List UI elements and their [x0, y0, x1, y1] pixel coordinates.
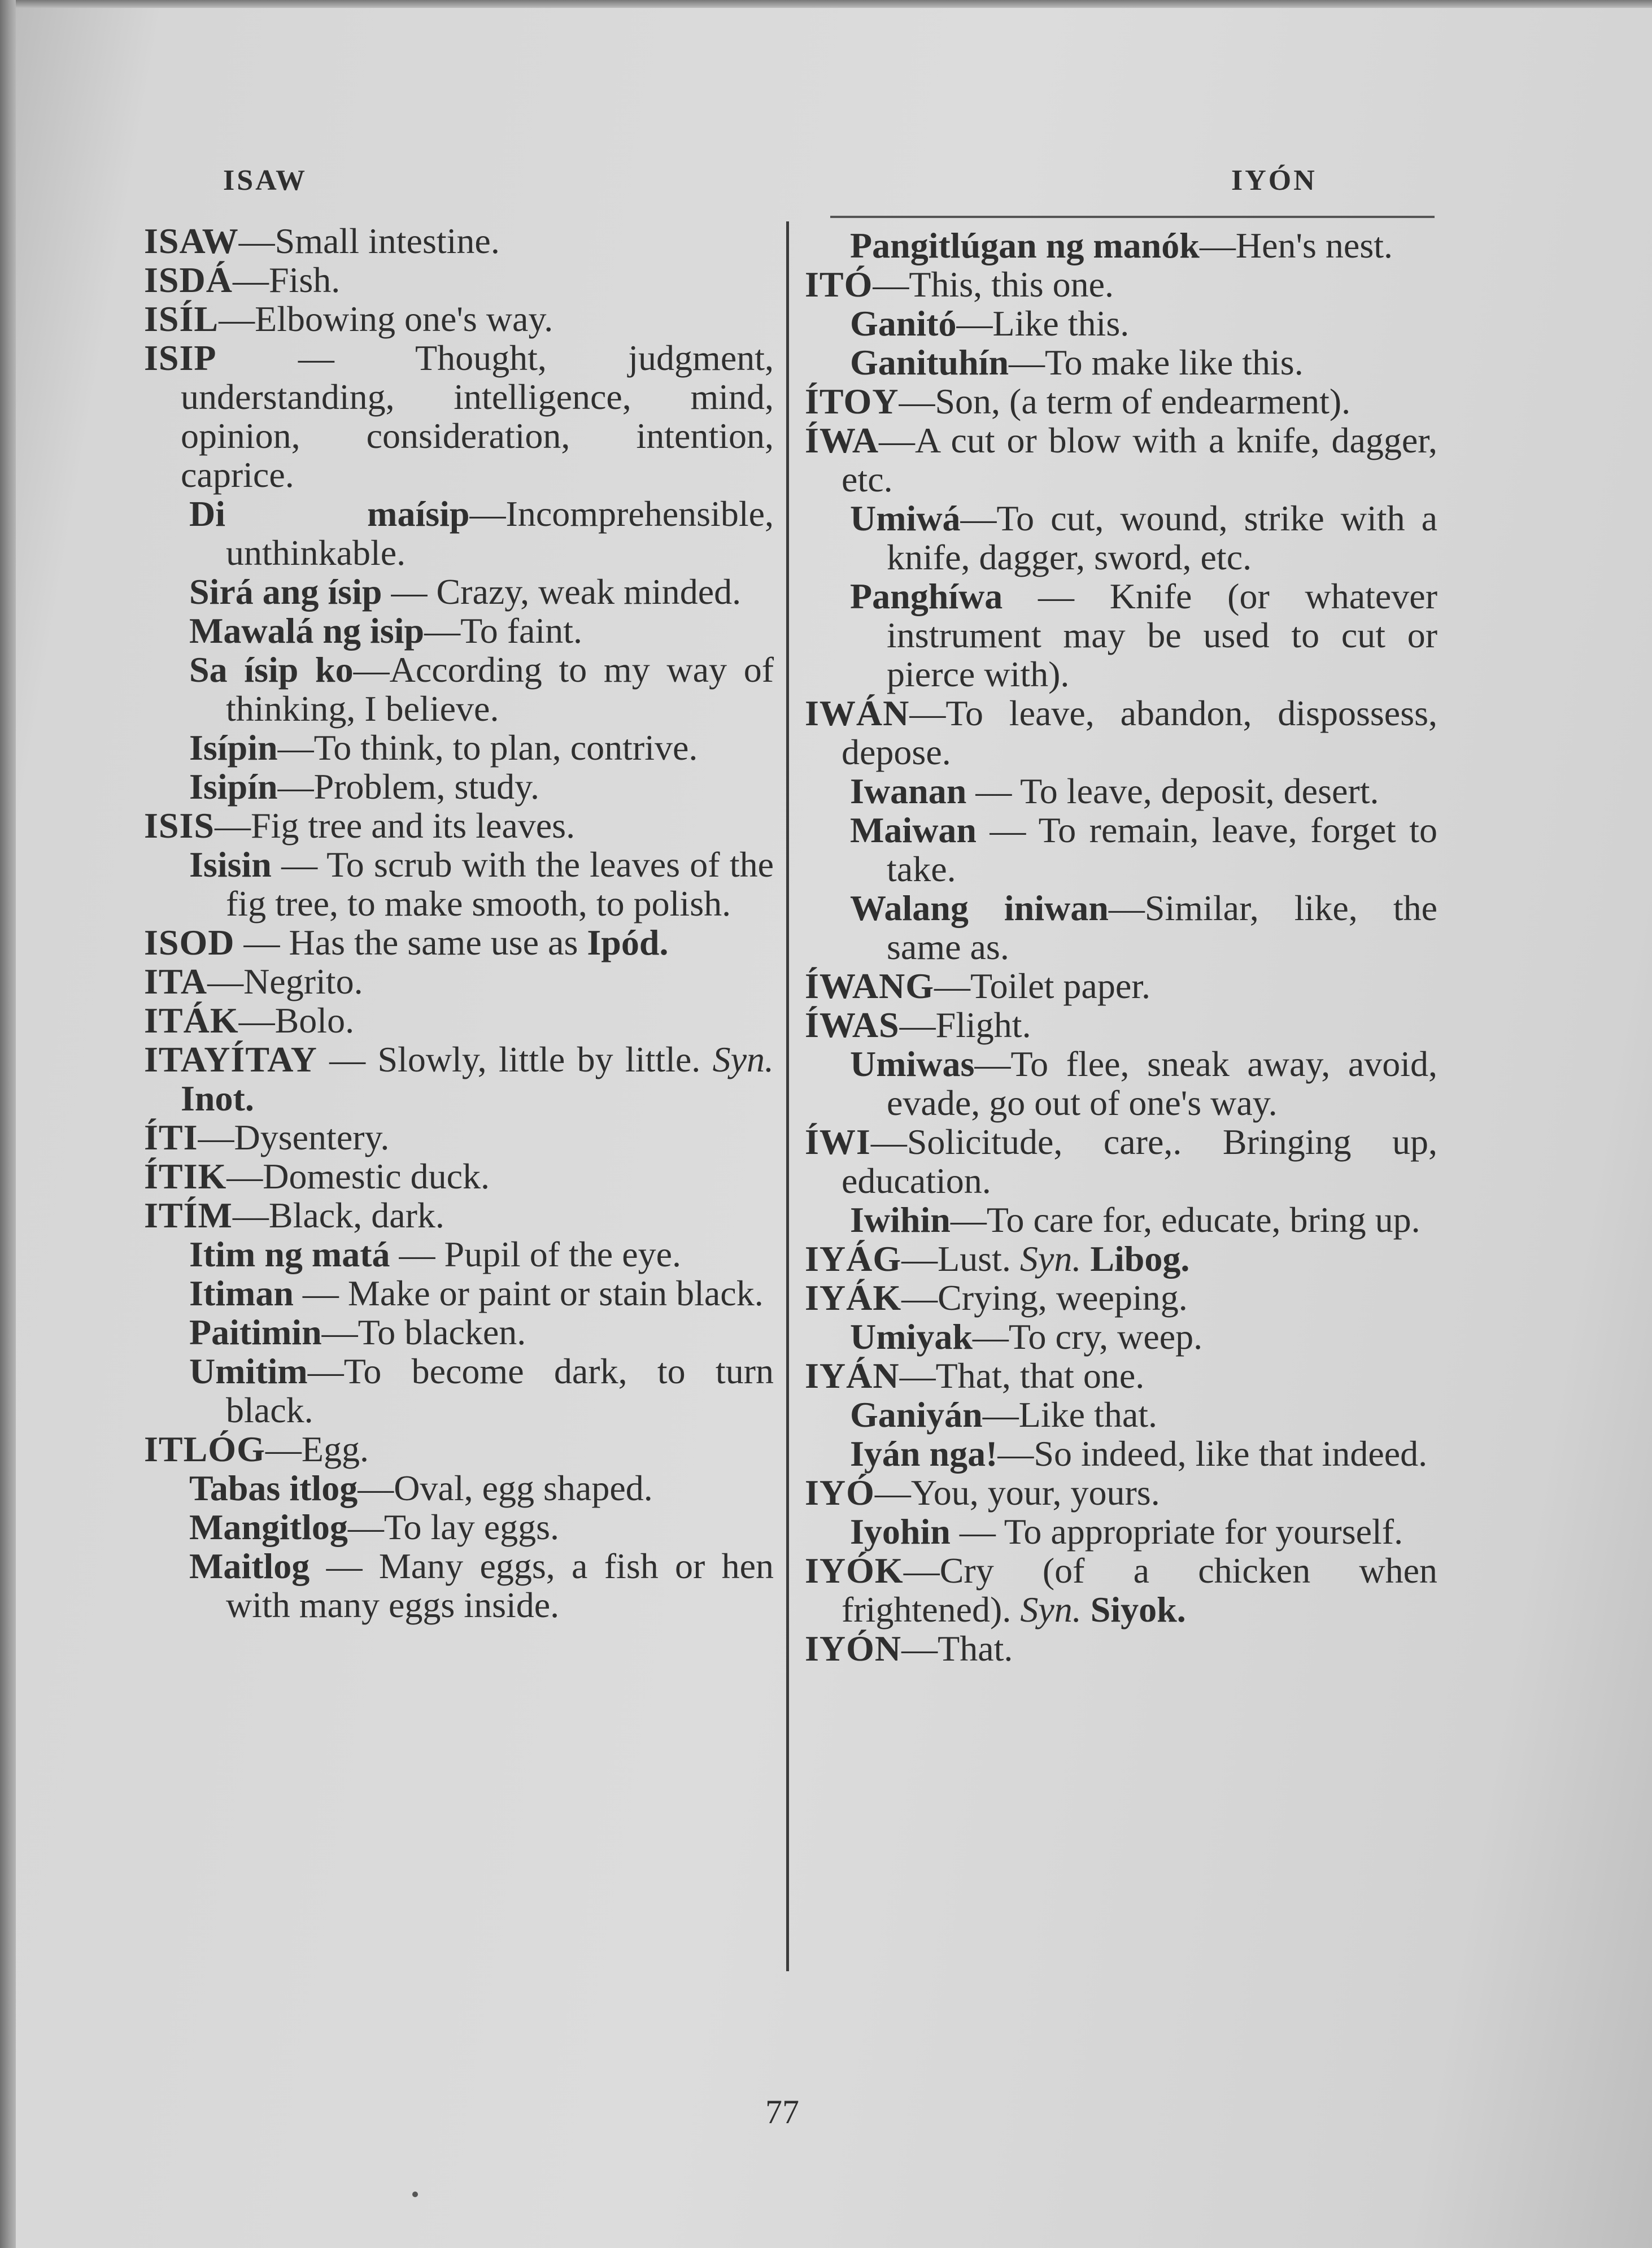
running-header-right: IYÓN	[1231, 164, 1317, 197]
headword: ITA	[144, 961, 208, 1001]
headword: Itim ng matá	[189, 1234, 390, 1274]
definition: —To cut, wound, strike with a knife, dagger, sword, etc.	[887, 498, 1437, 577]
page-top-edge	[0, 0, 1652, 8]
sub-entry	[805, 226, 1437, 265]
page-number: 77	[765, 2093, 799, 2131]
definition: —Flight.	[899, 1005, 1031, 1045]
headword: Tabas itlog	[189, 1468, 358, 1508]
definition: —To blacken.	[321, 1312, 526, 1352]
sub-entry	[805, 304, 1437, 343]
definition: —Problem, study.	[277, 766, 539, 807]
headword: ITÓ	[805, 264, 873, 304]
definition: —Bolo.	[238, 1000, 355, 1040]
headword: ISOD	[144, 922, 235, 962]
entry	[144, 1196, 774, 1235]
headword: Umitim	[189, 1351, 308, 1391]
definition: —Fish.	[232, 260, 341, 300]
headword: Mangitlog	[189, 1507, 348, 1547]
sub-entry	[805, 888, 1437, 966]
entry	[144, 806, 774, 845]
headword: ÍWI	[805, 1122, 871, 1162]
definition: — Crazy, weak minded.	[382, 572, 742, 612]
column-divider	[786, 221, 789, 1971]
headword: IYÁG	[805, 1239, 902, 1279]
headword: Sa ísip ko	[189, 650, 354, 690]
definition: —To care for, educate, bring up.	[950, 1200, 1420, 1240]
definition: —Dysentery.	[198, 1117, 390, 1157]
definition: — Slowly, little by little.	[317, 1039, 713, 1079]
entry	[805, 1629, 1437, 1668]
definition: —Crying, weeping.	[901, 1278, 1188, 1318]
sub-entry	[144, 1352, 774, 1430]
headword: ITÁK	[144, 1000, 239, 1040]
headword: Isisin	[189, 844, 272, 885]
sub-entry	[805, 1044, 1437, 1122]
entry	[805, 1239, 1437, 1278]
definition: — To scrub with the leaves of the fig tree, to make smooth, to polish.	[226, 844, 774, 923]
definition: —To become dark, to turn black.	[226, 1351, 774, 1430]
definition: — Thought, judgment, understanding, intelligence, mind, opinion, consideration, intention, caprice.	[181, 338, 774, 495]
headword: ISIS	[144, 805, 215, 846]
headword: ITAYÍTAY	[144, 1039, 317, 1079]
definition: —Like this.	[956, 303, 1130, 343]
headword: Umiyak	[850, 1317, 973, 1357]
header-rule	[830, 216, 1435, 218]
headword: Walang iniwan	[850, 888, 1109, 928]
sub-entry	[144, 728, 774, 767]
entry	[805, 1122, 1437, 1200]
definition: —So indeed, like that indeed.	[997, 1434, 1428, 1474]
definition: —Oval, egg shaped.	[358, 1468, 653, 1508]
definition: — Pupil of the eye.	[390, 1234, 681, 1274]
headword: Ganitó	[850, 303, 957, 343]
definition: —To lay eggs.	[347, 1507, 559, 1547]
headword: ISÍL	[144, 299, 219, 339]
entry	[805, 966, 1437, 1005]
headword: Isípin	[189, 727, 278, 768]
entry	[144, 221, 774, 260]
headword: Mawalá ng isip	[189, 611, 425, 651]
sub-entry	[144, 1274, 774, 1313]
definition: —Small intestine.	[238, 221, 500, 261]
sub-entry	[805, 577, 1437, 694]
sub-entry	[805, 1200, 1437, 1239]
headword: ISIP	[144, 338, 217, 378]
headword: Ganituhín	[850, 342, 1009, 382]
sub-entry	[805, 1317, 1437, 1356]
definition: —To leave, abandon, dispossess, depose.	[842, 693, 1437, 772]
cross-reference: Ipód.	[587, 922, 669, 962]
definition: — Many eggs, a fish or hen with many eggs inside.	[226, 1546, 774, 1625]
sub-entry	[144, 767, 774, 806]
page-binding-edge	[0, 0, 16, 2248]
headword: IYÁN	[805, 1356, 900, 1396]
headword: Umiwá	[850, 498, 961, 538]
entry	[805, 1551, 1437, 1629]
sub-entry	[805, 1434, 1437, 1473]
synonym-label: Syn.	[1020, 1589, 1082, 1630]
definition: —To cry, weep.	[972, 1317, 1203, 1357]
headword: Sirá ang ísip	[189, 572, 382, 612]
synonym-label: Syn.	[712, 1039, 774, 1079]
definition: —To faint.	[424, 611, 582, 651]
entry	[144, 962, 774, 1001]
definition: — To leave, deposit, desert.	[966, 771, 1379, 811]
sub-entry	[144, 1313, 774, 1352]
entry	[805, 694, 1437, 772]
definition: —That.	[901, 1628, 1013, 1668]
definition: —Lust.	[901, 1239, 1020, 1279]
definition: —A cut or blow with a knife, dagger, etc.	[842, 420, 1437, 499]
definition: —Negrito.	[207, 961, 363, 1001]
definition: —To think, to plan, contrive.	[277, 727, 698, 768]
headword: Ganiyán	[850, 1395, 983, 1435]
entry	[144, 260, 774, 299]
headword: ISDÁ	[144, 260, 233, 300]
definition: — To appropriate for yourself.	[950, 1511, 1403, 1552]
definition: —Black, dark.	[232, 1195, 444, 1235]
definition: —Fig tree and its leaves.	[215, 805, 576, 846]
synonym-label: Syn.	[1019, 1239, 1082, 1279]
definition: —To flee, sneak away, avoid, evade, go out of one's way.	[887, 1044, 1437, 1123]
definition: —Egg.	[265, 1429, 369, 1469]
synonym-word: Inot.	[181, 1078, 254, 1118]
definition: —Domestic duck.	[226, 1156, 490, 1196]
headword: ITÍM	[144, 1195, 233, 1235]
headword: IYÁK	[805, 1278, 902, 1318]
entry	[144, 1157, 774, 1196]
definition: —Solicitude, care,. Bringing up, education.	[842, 1122, 1437, 1201]
sub-entry	[805, 1512, 1437, 1551]
entry	[144, 338, 774, 494]
sub-entry	[144, 1546, 774, 1624]
headword: Maiwan	[850, 810, 977, 850]
entry	[805, 265, 1437, 304]
entry	[144, 1001, 774, 1040]
headword: ÍTIK	[144, 1156, 227, 1196]
sub-entry	[144, 1469, 774, 1508]
headword: Iwanan	[850, 771, 967, 811]
entry	[144, 923, 774, 962]
entry	[805, 1356, 1437, 1395]
headword: ITLÓG	[144, 1429, 265, 1469]
headword: Iyohin	[850, 1511, 951, 1552]
headword: Maitlog	[189, 1546, 310, 1586]
sub-entry	[144, 650, 774, 728]
definition: —This, this one.	[873, 264, 1114, 304]
sub-entry	[144, 1235, 774, 1274]
definition: —You, your, yours.	[874, 1472, 1160, 1513]
definition: —To make like this.	[1009, 342, 1304, 382]
definition: —Toilet paper.	[934, 966, 1150, 1006]
headword: Iwihin	[850, 1200, 951, 1240]
synonym-word: Libog.	[1090, 1239, 1190, 1279]
headword: IYÓN	[805, 1628, 902, 1668]
headword: ÍWANG	[805, 966, 935, 1006]
headword: Isipín	[189, 766, 278, 807]
headword: IWÁN	[805, 693, 910, 733]
sub-entry	[805, 772, 1437, 811]
entry	[805, 1278, 1437, 1317]
right-column	[805, 226, 1437, 1668]
headword: ÍTOY	[805, 381, 899, 421]
sub-entry	[144, 494, 774, 572]
definition: —Like that.	[982, 1395, 1157, 1435]
left-column	[144, 221, 774, 1624]
headword: Panghíwa	[850, 576, 1003, 616]
headword: IYÓK	[805, 1550, 904, 1591]
entry	[144, 1430, 774, 1469]
sub-entry	[805, 499, 1437, 577]
definition: — Make or paint or stain black.	[293, 1273, 764, 1313]
definition: —Hen's nest.	[1199, 225, 1393, 265]
sub-entry	[144, 611, 774, 650]
entry	[805, 382, 1437, 421]
definition: —Incomprehensible, unthinkable.	[226, 494, 774, 573]
definition: —According to my way of thinking, I believe.	[226, 650, 774, 729]
paper-speck	[412, 2192, 418, 2197]
sub-entry	[144, 845, 774, 923]
definition: —That, that one.	[899, 1356, 1145, 1396]
definition: —Elbowing one's way.	[219, 299, 553, 339]
headword: IYÓ	[805, 1472, 875, 1513]
definition: — Knife (or whatever instrument may be used to cut or pierce with).	[887, 576, 1437, 694]
headword: Pangitlúgan ng manók	[850, 225, 1200, 265]
sub-entry	[805, 1395, 1437, 1434]
headword: ISAW	[144, 221, 239, 261]
headword: Iyán nga!	[850, 1434, 998, 1474]
headword: Paitimin	[189, 1312, 322, 1352]
sub-entry	[805, 343, 1437, 382]
entry	[805, 1473, 1437, 1512]
entry	[144, 1118, 774, 1157]
sub-entry	[144, 1508, 774, 1546]
running-header-left: ISAW	[223, 164, 307, 197]
synonym-word: Siyok.	[1090, 1589, 1186, 1630]
sub-entry	[805, 811, 1437, 888]
headword: Di maísip	[189, 494, 470, 534]
definition: —Similar, like, the same as.	[887, 888, 1438, 967]
headword: Itiman	[189, 1273, 294, 1313]
headword: ÍWAS	[805, 1005, 900, 1045]
entry	[144, 299, 774, 338]
entry	[805, 1005, 1437, 1044]
definition: —Son, (a term of endearment).	[899, 381, 1351, 421]
entry	[805, 421, 1437, 499]
headword: ÍTI	[144, 1117, 198, 1157]
definition: —Cry (of a chicken when frightened).	[842, 1550, 1437, 1630]
definition: — Has the same use as	[234, 922, 587, 962]
headword: ÍWA	[805, 420, 879, 460]
entry	[144, 1040, 774, 1118]
sub-entry	[144, 572, 774, 611]
headword: Umiwas	[850, 1044, 975, 1084]
definition: — To remain, leave, forget to take.	[887, 810, 1437, 889]
